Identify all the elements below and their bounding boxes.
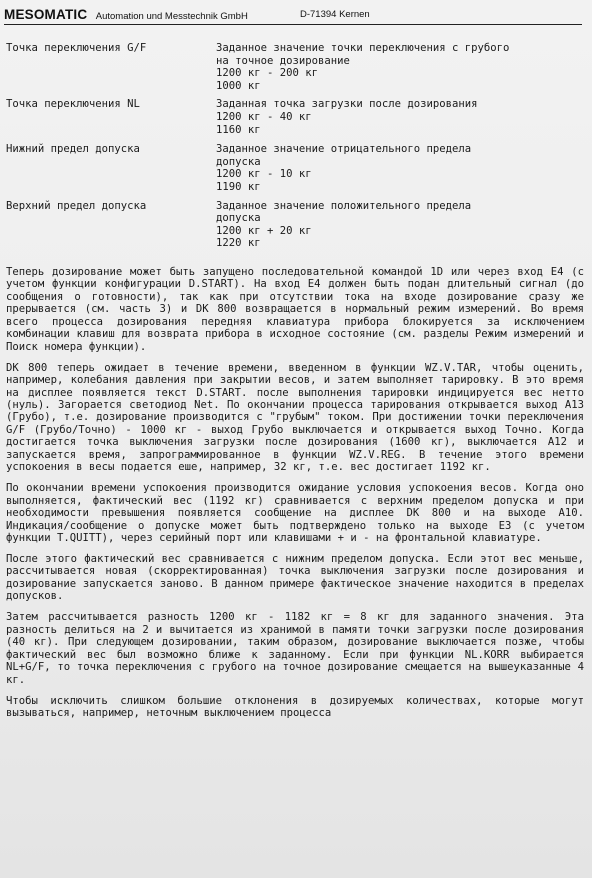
- paragraph: Затем рассчитывается разность 1200 кг - 1182 кг = 8 кг для заданного значения. Эта разность делиться на 2 и вычитается из хранимой в памяти точки загрузки после дозирования (40 кг). При следующем дозировании, таким образом, дозирование выключается позже, чтобы фактический вес был возможно ближе к заданному. Если при функции NL.KORR выбирается NL+G/F, то точка переключения с грубого на точное дозирование смещается на вышеуказанные 4 кг.: [6, 611, 584, 686]
- company-address: D-71394 Kernen: [300, 9, 370, 20]
- parameter-line: 1200 кг + 20 кг: [216, 224, 312, 237]
- parameter-entry: [6, 200, 586, 250]
- parameter-line: допуска: [216, 155, 261, 168]
- parameter-description: [216, 143, 586, 193]
- paragraph: Теперь дозирование может быть запущено последовательной командой 1D или через вход E4 (с учетом функции конфигурации D.START). На вход E4 должен быть подан длительный сигнал (до сообщения о готовности), так как при отсутствии тока на входе дозирование сразу же прерывается (см. часть 3) и DK 800 возвращается в нормальный режим измерений. Во время всего процесса дозирования передняя клавиатура прибора блокируется за исключением комбинации клавиш для возврата прибора в исходное состояние (см. разделы Режим измерений и Поиск номера функции).: [6, 266, 584, 353]
- parameter-name: Точка переключения G/F: [6, 42, 147, 54]
- parameter-entry: [6, 143, 586, 193]
- parameter-line: Заданная точка загрузки после дозирования: [216, 98, 478, 111]
- parameter-line: 1200 кг - 200 кг: [216, 67, 319, 80]
- parameter-name: Нижний предел допуска: [6, 143, 140, 156]
- parameter-line: Заданное значение положительного предела: [216, 199, 472, 212]
- brand-logo-text: MESOMATIC: [4, 7, 88, 22]
- parameter-name: Верхний предел допуска: [6, 199, 147, 212]
- parameter-line: на точное дозирование: [216, 54, 350, 67]
- parameter-line: 1200 кг - 40 кг: [216, 110, 312, 123]
- parameter-description: [216, 98, 586, 136]
- parameter-list: [6, 42, 586, 256]
- parameter-line: 1160 кг: [216, 123, 261, 136]
- header-rule: [4, 24, 582, 25]
- paragraph: По окончании времени успокоения производится ожидание условия успокоения весов. Когда оно выполняется, фактический вес (1192 кг) сравнивается с верхним пределом допуска и при необходимости превышения появляется сообщение на дисплее DK 800 и на выходе A10. Индикация/сообщение о допуске может быть подтверждено только на выходе E3 (с учетом функции T.QUITT), через серийный порт или клавишами + и - на фронтальной клавиатуре.: [6, 482, 584, 545]
- paragraph: После этого фактический вес сравнивается с нижним пределом допуска. Если этот вес меньше, рассчитывается новая (скорректированная) точка выключения загрузки после дозирования и дозирование запускается заново. В данном примере фактическое значение находится в пределах допусков.: [6, 553, 584, 603]
- parameter-line: 1200 кг - 10 кг: [216, 168, 312, 181]
- parameter-line: Заданное значение точки переключения с грубого: [216, 42, 510, 54]
- company-name: Automation und Messtechnik GmbH: [95, 11, 248, 22]
- parameter-name: Точка переключения NL: [6, 98, 140, 111]
- parameter-line: допуска: [216, 212, 261, 225]
- paragraph: DK 800 теперь ожидает в течение времени, введенном в функции WZ.V.TAR, чтобы оценить, например, колебания давления при закрытии весов, и затем выполняет тарировку. В это время на дисплее появляется текст D.START. после выполнения тарировки индицируется вес нетто (нуль). Загорается светодиод Net. По окончании процесса тарирования открывается выход A13 (Грубо), т.е. дозирование производится с "грубым" током. При достижении точки переключения G/F (Грубо/Точно) - 1000 кг - выход Грубо выключается и открывается выход Точно. Когда достигается точка выключения загрузки после дозирования (1600 кг), выключается A12 и запускается время, запрограммированное в функции WZ.V.REG. В течение этого времени успокоения в весы подается еше, например, 32 кг, т.е. вес достигает 1192 кг.: [6, 361, 584, 474]
- parameter-line: 1220 кг: [216, 237, 261, 250]
- paragraph: Чтобы исключить слишком большие отклонения в дозируемых количествах, которые могут вызываться, например, неточным выключением процесса: [6, 694, 584, 719]
- page-header: [4, 6, 588, 24]
- parameter-entry: [6, 42, 586, 92]
- parameter-line: 1000 кг: [216, 79, 261, 92]
- parameter-line: Заданное значение отрицательного предела: [216, 143, 472, 156]
- body-text: [6, 266, 584, 728]
- parameter-description: [216, 42, 586, 92]
- parameter-entry: [6, 98, 586, 136]
- parameter-description: [216, 200, 586, 250]
- parameter-line: 1190 кг: [216, 180, 261, 193]
